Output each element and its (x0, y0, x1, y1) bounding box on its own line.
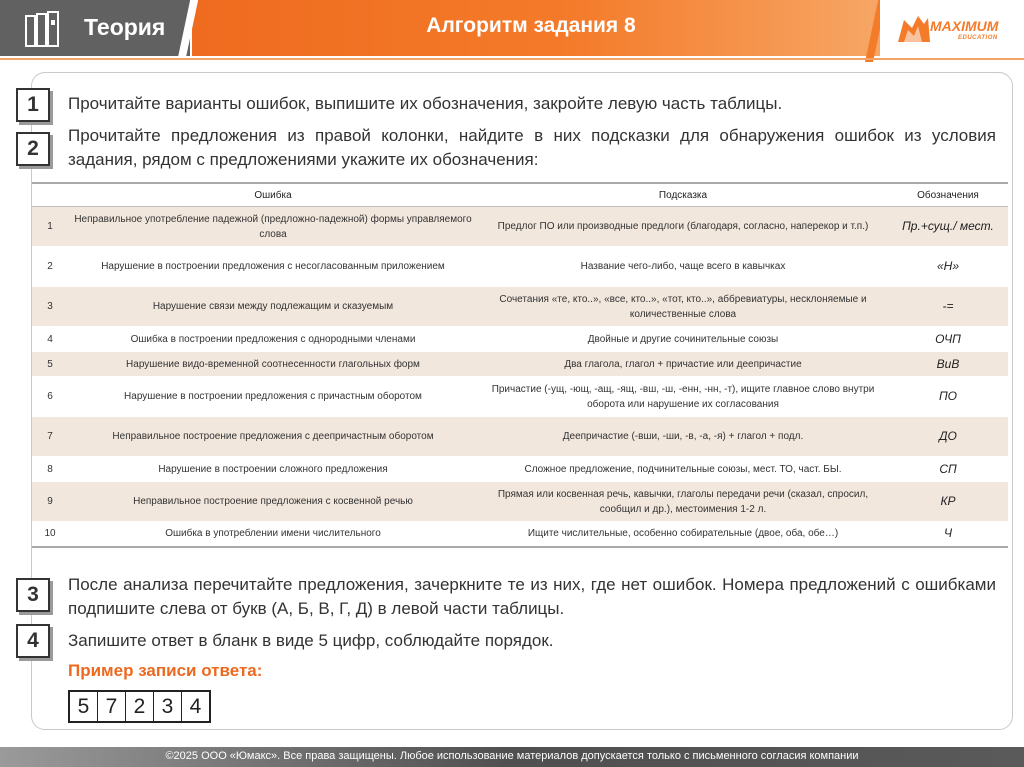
step-badge-1: 1 (16, 88, 50, 122)
row-hint: Сложное предложение, подчинительные союзы, мест. ТО, част. БЫ. (524, 463, 842, 475)
footer-bar (0, 747, 1024, 767)
logo-subtitle: EDUCATION (958, 35, 998, 41)
row-code: ПО (938, 389, 958, 403)
example-label: Пример записи ответа: (68, 661, 263, 680)
answer-boxes (68, 690, 211, 723)
row-error: Нарушение в построении предложения с причастным оборотом (124, 391, 422, 402)
row-error: Нарушение связи между подлежащим и сказуемым (152, 301, 394, 312)
row-hint: Деепричастие (-вши, -ши, -в, -а, -я) + глагол + подл. (562, 431, 804, 442)
row-error: Неправильное построение предложения с деепричастным оборотом (112, 431, 434, 442)
step-text-3: После анализа перечитайте предложения, зачеркните те из них, где нет ошибок. Номера предложений с ошибками подпишите слева от букв (А, Б, В, Г, Д) в левой части таблицы. (68, 575, 996, 618)
table-row (32, 352, 1008, 377)
row-error: Ошибка в построении предложения с однородными членами (130, 333, 416, 345)
row-hint: Название чего-либо, чаще всего в кавычках (580, 261, 786, 272)
row-number: 5 (47, 358, 53, 370)
table-row (32, 207, 1008, 247)
col-header-code: Обозначения (888, 183, 1008, 207)
page-title: Алгоритм задания 8 (426, 14, 636, 37)
errors-table (32, 182, 1008, 548)
answer-digit: 7 (98, 692, 126, 721)
row-number: 6 (47, 391, 53, 402)
step-badge-3: 3 (16, 578, 50, 612)
row-number: 7 (47, 431, 53, 442)
answer-digit: 4 (189, 695, 202, 718)
table-row (32, 417, 1008, 457)
table-row (32, 327, 1008, 352)
section-title: Теория (84, 14, 166, 40)
row-code: КР (940, 494, 956, 508)
row-number: 2 (47, 261, 53, 272)
answer-digit: 3 (154, 692, 182, 721)
row-hint: Два глагола, глагол + причастие или деепричастие (564, 358, 802, 370)
copyright-text: ©2025 ООО «Юмакс». Все права защищены. Любое использование материалов допускается только с письменного согласия компании (165, 750, 859, 762)
row-error: Нарушение в построении сложного предложения (158, 463, 388, 475)
row-number: 3 (47, 301, 53, 312)
col-header-hint: Подсказка (478, 183, 888, 207)
row-code: Ч (943, 526, 953, 541)
step-text-2: Прочитайте предложения из правой колонки, найдите в них подсказки для обнаружения ошибок из условия задания, рядом с предложениями укажите их обозначения: (68, 126, 996, 169)
books-icon (24, 10, 70, 50)
row-code: СП (939, 461, 957, 476)
header-underline (0, 58, 1024, 60)
row-code: «Н» (936, 259, 959, 273)
answer-digit: 2 (126, 692, 154, 721)
row-code: ОЧП (935, 331, 961, 346)
table-row (32, 522, 1008, 547)
step-text-4: Запишите ответ в бланк в виде 5 цифр, соблюдайте порядок. (68, 631, 554, 650)
maximum-logo-icon (894, 8, 934, 48)
row-error: Ошибка в употреблении имени числительного (165, 528, 381, 540)
table-header-row (32, 183, 1008, 207)
row-code: -= (942, 299, 954, 313)
col-header-error: Ошибка (68, 183, 478, 207)
row-code: ВиВ (936, 356, 960, 371)
row-error: Неправильное употребление падежной (предложно-падежной) формы управляемого слова (74, 213, 472, 240)
row-number: 8 (47, 463, 53, 475)
table-row (32, 457, 1008, 482)
row-number: 4 (47, 333, 53, 345)
row-number: 10 (44, 528, 56, 540)
row-hint: Ищите числительные, особенно собирательные (двое, оба, обе…) (527, 528, 839, 540)
table-row (32, 247, 1008, 287)
step-badge-4: 4 (16, 624, 50, 658)
row-hint: Причастие (-ущ, -ющ, -ащ, -ящ, -вш, -ш, -енн, -нн, -т), ищите главное слово внутри оборота или нарушение их согласования (491, 383, 875, 410)
row-number: 1 (47, 221, 53, 232)
row-hint: Прямая или косвенная речь, кавычки, глаголы передачи речи (сказал, спросил, сообщил и др.), местоимения 1-2 л. (497, 488, 869, 515)
col-header-number (32, 183, 68, 207)
table-row (32, 287, 1008, 327)
header-bar (0, 0, 1024, 60)
logo-word: MAXIMUM (930, 18, 999, 34)
row-code: ДО (939, 429, 957, 443)
row-error: Неправильное построение предложения с косвенной речью (133, 496, 413, 507)
step-badge-2: 2 (16, 132, 50, 166)
row-code: Пр.+сущ./ мест. (902, 219, 994, 233)
row-hint: Сочетания «те, кто..», «все, кто..», «тот, кто..», аббревиатуры, несклоняемые и количественные слова (499, 293, 867, 320)
row-error: Нарушение в построении предложения с несогласованным приложением (101, 261, 445, 272)
row-error: Нарушение видо-временной соотнесенности глагольных форм (126, 358, 420, 370)
row-hint: Предлог ПО или производные предлоги (благодаря, согласно, наперекор и т.п.) (497, 221, 869, 232)
step-text-1: Прочитайте варианты ошибок, выпишите их обозначения, закройте левую часть таблицы. (68, 94, 783, 113)
table-row (32, 377, 1008, 417)
row-number: 9 (47, 496, 53, 507)
table-row (32, 482, 1008, 522)
row-hint: Двойные и другие сочинительные союзы (587, 333, 779, 345)
answer-digit: 5 (70, 692, 98, 721)
